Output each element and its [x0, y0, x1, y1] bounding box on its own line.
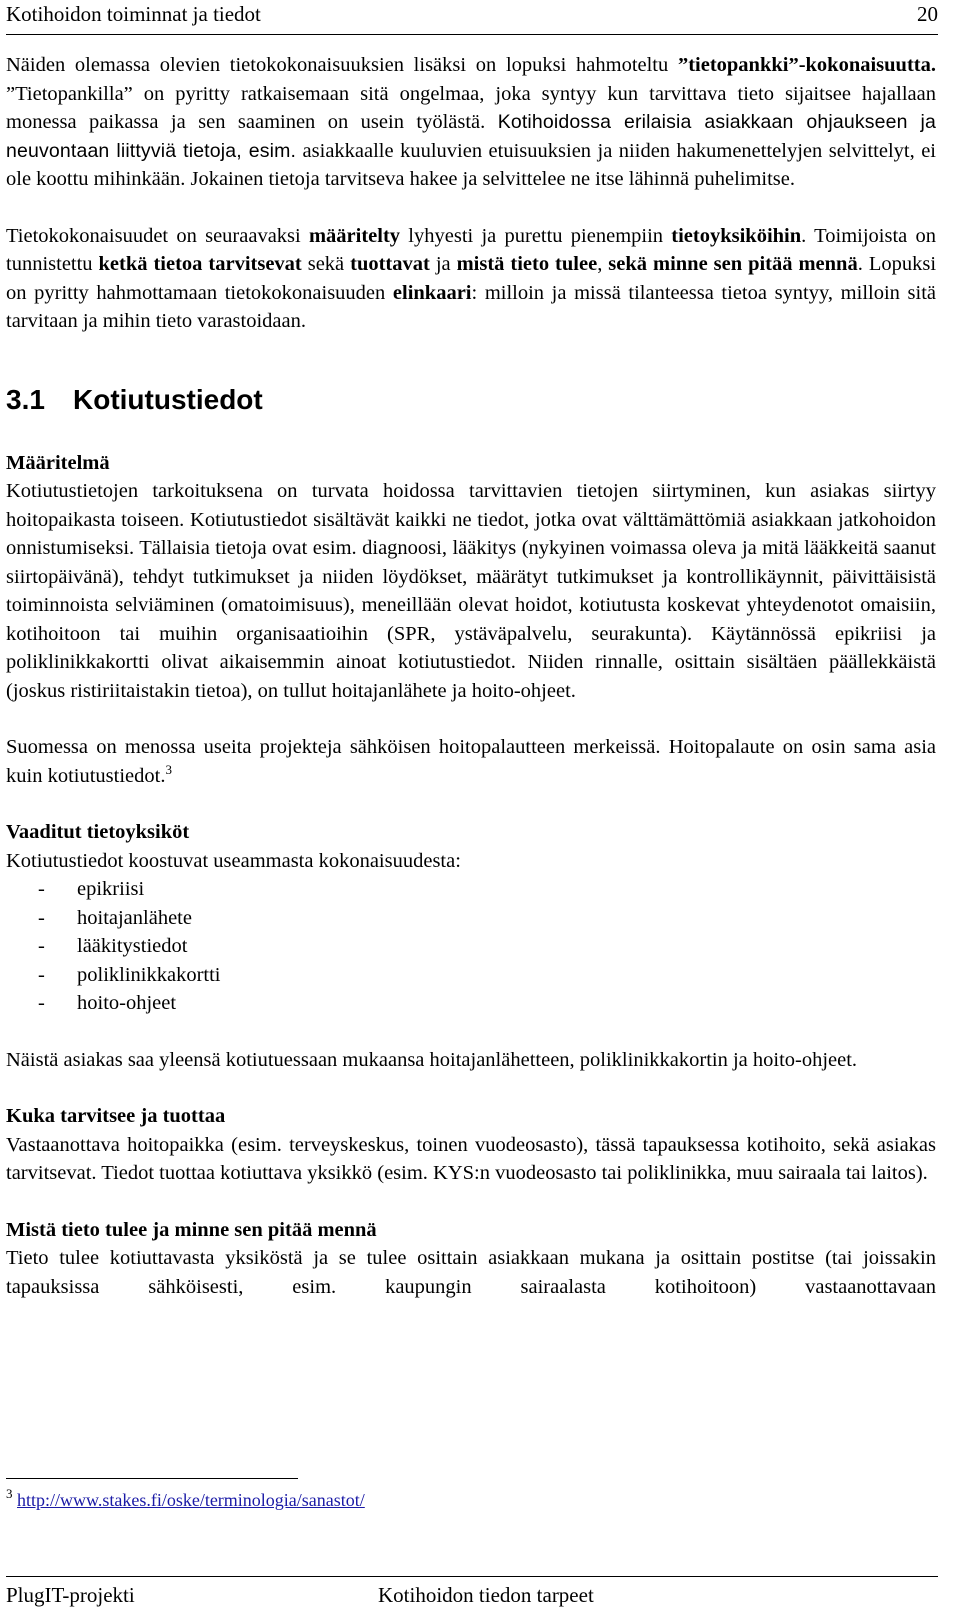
list-item-text: hoito-ohjeet: [77, 992, 177, 1014]
mista-text: Tieto tulee kotiuttavasta yksiköstä ja se tulee osittain asiakkaan mukana ja osittain postitse (tai joissakin tapauksissa sähköisesti, esim. kaupungin sairaalasta kotihoitoon) vastaanottavaan: [6, 1247, 936, 1298]
vaaditut-heading: Vaaditut tietoyksiköt: [6, 821, 190, 843]
list-item: [6, 875, 936, 904]
intro-text: . Toimijoista on tunnistettu: [6, 224, 936, 275]
section-number: 3.1: [6, 383, 45, 415]
intro-text: lyhyesti ja purettu pienempiin: [400, 224, 672, 247]
kuka-heading: Kuka tarvitsee ja tuottaa: [6, 1105, 226, 1127]
footnote-number: 3: [6, 1486, 13, 1501]
footer-project: PlugIT-projekti: [6, 1583, 135, 1607]
intro-text: Tietokokonaisuudet on seuraavaksi: [6, 224, 309, 247]
bold-term: ketkä tietoa tarvitsevat: [98, 253, 302, 275]
hoitopalaute-text: Suomessa on menossa useita projekteja sähköisen hoitopalautteen merkeissä. Hoitopalaute on osin sama asia kuin kotiutustiedot.: [6, 736, 936, 787]
intro-paragraph-1: [6, 51, 936, 194]
intro-paragraph-2: [6, 222, 936, 336]
section-title: Kotiutustiedot: [73, 383, 263, 415]
footnote-reference[interactable]: 3: [165, 761, 172, 777]
list-item-text: epikriisi: [77, 878, 145, 900]
footer-title: Kotihoidon tiedon tarpeet: [378, 1583, 594, 1607]
intro-text-sans: Kotihoidossa erilaisia asiakkaan ohjaukseen ja neuvontaan liittyviä tietoja, esim.: [6, 111, 936, 162]
page-number: 20: [917, 2, 938, 26]
intro-text: asiakkaalle kuuluvien etuisuuksien ja niiden hakumenettelyjen selvittelyt, ei ole koottu mihinkään. Jokainen tietoja tarvitseva hakee ja selvittelee ne itse lähinnä puhelimitse.: [6, 139, 936, 190]
list-item: [6, 932, 936, 961]
intro-bold-tietopankki: ”tietopankki”-kokonaisuutta.: [677, 54, 936, 76]
dash-bullet: -: [38, 992, 45, 1014]
maaritelma-heading: Määritelmä: [6, 451, 110, 474]
footnote-separator: [6, 1478, 298, 1479]
list-item: [6, 961, 936, 990]
intro-text: Näiden olemassa olevien tietokokonaisuuksien lisäksi on lopuksi hahmoteltu: [6, 54, 678, 76]
page-footer: [6, 1576, 938, 1607]
intro-text: ja: [429, 253, 457, 275]
dash-bullet: -: [38, 906, 45, 929]
intro-text: : milloin ja missä tilanteessa tietoa syntyy, milloin sitä tarvitaan ja mihin tieto varastoidaan.: [6, 281, 936, 332]
header-title: Kotihoidon toiminnat ja tiedot: [6, 2, 261, 26]
kuka-text: Vastaanottava hoitopaikka (esim. terveyskeskus, toinen vuodeosasto), tässä tapauksessa kotihoito, sekä asiakas tarvitsevat. Tiedot tuottaa kotiuttava yksikkö (esim. KYS:n vuodeosasto tai poliklinikka, muu sairaala tai laitos).: [6, 1133, 936, 1184]
footnote-link[interactable]: http://www.stakes.fi/oske/terminologia/sanastot/: [17, 1490, 365, 1510]
bold-term: määritelty: [308, 224, 401, 247]
intro-text: . Lopuksi on pyritty hahmottamaan tietokokonaisuuden: [6, 253, 937, 304]
intro-text: sekä: [301, 253, 351, 275]
intro-text: ,: [597, 253, 609, 275]
dash-bullet: -: [38, 878, 45, 900]
page-header: [6, 2, 938, 35]
intro-text: ”Tietopankilla” on pyritty ratkaisemaan sitä ongelmaa, joka syntyy kun tarvittava tieto sijaitsee hajallaan monessa paikassa ja sen saaminen on usein työlästä.: [6, 82, 936, 133]
bold-term: elinkaari: [392, 281, 472, 304]
list-item: [6, 989, 936, 1018]
list-item-text: poliklinikkakortti: [77, 963, 221, 986]
mista-heading: Mistä tieto tulee ja minne sen pitää mennä: [6, 1218, 377, 1241]
bold-term: tietoyksiköihin: [671, 224, 802, 247]
bold-term: tuottavat: [350, 253, 430, 275]
list-item: [6, 904, 936, 933]
hoitopalaute-paragraph: [6, 733, 936, 790]
dash-bullet: -: [38, 935, 45, 957]
bold-term: sekä minne sen pitää mennä: [608, 253, 858, 275]
section-heading: [6, 384, 936, 416]
bold-term: mistä tieto tulee: [456, 253, 598, 275]
vaaditut-list: [6, 875, 936, 1018]
list-item-text: lääkitystiedot: [77, 935, 188, 957]
maaritelma-text: Kotiutustietojen tarkoituksena on turvata hoidossa tarvittavien tietojen siirtyminen, kun asiakas siirtyy hoitopaikasta toiseen. Kotiutustiedot sisältävät kaikki ne tiedot, jotka ovat välttämättömiä asiakkaan jatkohoidon onnistumiseksi. Tällaisia tietoja ovat esim. diagnoosi, lääkitys (nykyinen voimassa oleva ja mitä lääkkeitä saanut siirtopäivänä), tehdyt tutkimukset ja niiden löydökset, määrätyt tutkimukset ja kontrollikäynnit, päivittäisistä toiminnoista selviäminen (omatoimisuus), meneillään olevat hoidot, kotiutusta koskevat yhteydenotot omaisiin, kotihoitoon tai muihin organisaatioihin (SPR, ystäväpalvelu, seurakunta). Käytännössä epikriisi ja poliklinikkakortti olivat aikaisemmin ainoat kotiutustiedot. Niiden rinnalle, osittain sisältäen päällekkäistä (joskus ristiriitaistakin tietoa), on tullut hoitajanlähete ja hoito-ohjeet.: [6, 480, 936, 702]
page-content: [6, 51, 936, 1301]
list-item-text: hoitajanlähete: [77, 906, 192, 929]
dash-bullet: -: [38, 963, 45, 986]
vaaditut-intro: Kotiutustiedot koostuvat useammasta kokonaisuudesta:: [6, 849, 461, 872]
vaaditut-outro: Näistä asiakas saa yleensä kotiutuessaan mukaansa hoitajanlähetteen, poliklinikkakortin ja hoito-ohjeet.: [6, 1048, 858, 1071]
footnote: [6, 1486, 365, 1511]
